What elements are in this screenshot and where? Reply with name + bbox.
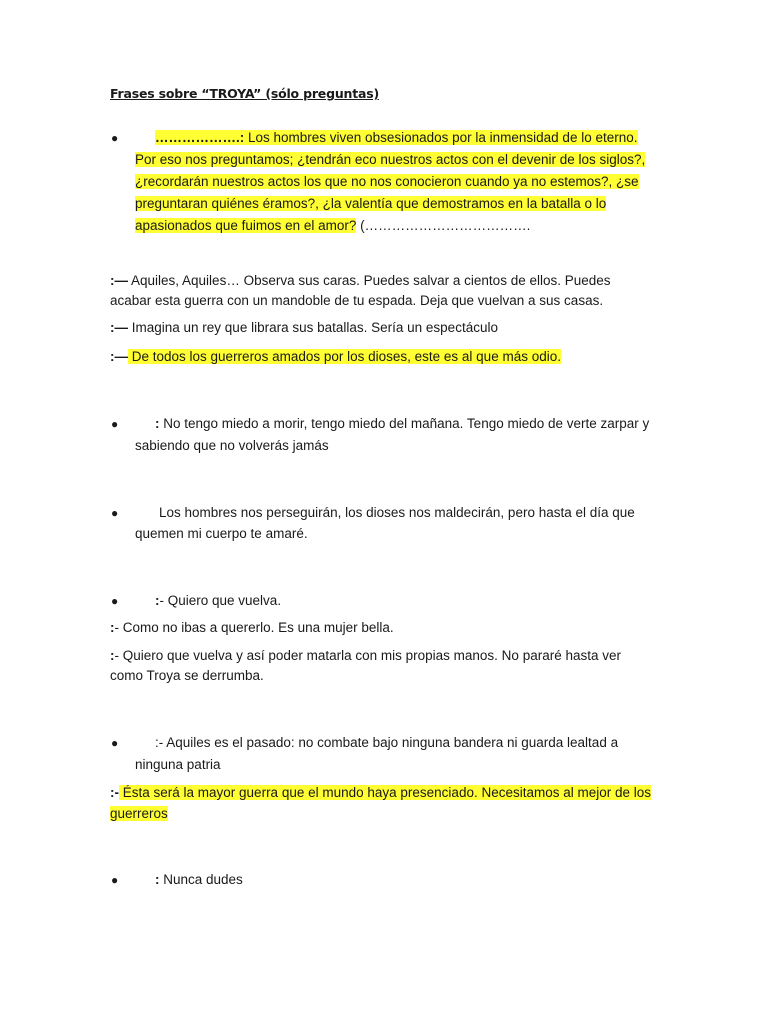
paragraph-4-text: - Como no ibas a quererlo. Es una mujer bella. bbox=[114, 620, 394, 635]
quote-1-line-3 bbox=[135, 171, 639, 193]
quote-1-text-3: ¿recordarán nuestros actos los que no nos conocieron cuando ya no estemos?, ¿se bbox=[135, 174, 639, 189]
quote-1-text-1: Los hombres viven obsesionados por la inmensidad de lo eterno. bbox=[244, 130, 638, 145]
quote-4 bbox=[155, 590, 281, 612]
paragraph-5-text-1: - Quiero que vuelva y así poder matarla con mis propias manos. No pararé hasta ver bbox=[114, 648, 621, 663]
paragraph-5-line-1 bbox=[110, 645, 621, 667]
quote-2-marker: : bbox=[155, 416, 160, 431]
paragraph-5-line-2 bbox=[110, 665, 264, 687]
quote-1-line-4 bbox=[135, 193, 606, 215]
paragraph-5-text-2: como Troya se derrumba. bbox=[110, 668, 264, 683]
quote-2-line-1 bbox=[155, 413, 649, 435]
quote-3-text-2: quemen mi cuerpo te amaré. bbox=[135, 526, 308, 541]
quote-5-text-1: :- Aquiles es el pasado: no combate bajo ninguna bandera ni guarda lealtad a bbox=[155, 735, 619, 750]
quote-6-marker: : bbox=[155, 872, 160, 887]
paragraph-5-marker: : bbox=[110, 648, 115, 663]
quote-3-line-1 bbox=[159, 502, 635, 524]
paragraph-6-text-1: Ésta será la mayor guerra que el mundo haya presenciado. Necesitamos al mejor de los bbox=[119, 785, 652, 800]
bullet-5: ● bbox=[111, 736, 119, 750]
paragraph-1-marker: :— bbox=[110, 273, 128, 288]
paragraph-4-marker: : bbox=[110, 620, 115, 635]
quote-1-line-1 bbox=[155, 127, 638, 149]
paragraph-3 bbox=[110, 346, 561, 368]
paragraph-1-line-2 bbox=[110, 290, 603, 312]
quote-6 bbox=[155, 869, 243, 891]
paragraph-1-text-2: acabar esta guerra con un mandoble de tu espada. Deja que vuelvan a sus casas. bbox=[110, 293, 604, 308]
quote-1-text-5a: apasionados que fuimos en el amor? bbox=[135, 218, 357, 233]
paragraph-1-text-1: Aquiles, Aquiles… Observa sus caras. Puedes salvar a cientos de ellos. Puedes bbox=[128, 273, 611, 288]
quote-6-text: Nunca dudes bbox=[159, 872, 243, 887]
quote-3-text-1: Los hombres nos perseguirán, los dioses nos maldecirán, pero hasta el día que bbox=[159, 505, 635, 520]
paragraph-6-line-1 bbox=[110, 782, 651, 804]
bullet-6: ● bbox=[111, 873, 119, 887]
paragraph-3-text: De todos los guerreros amados por los dioses, este es al que más odio. bbox=[128, 349, 561, 364]
paragraph-6-text-2: guerreros bbox=[110, 806, 168, 821]
quote-2-text-2: sabiendo que no volverás jamás bbox=[135, 438, 329, 453]
quote-1-text-5b: (………………………………. bbox=[356, 218, 531, 233]
quote-5-line-1 bbox=[155, 732, 618, 754]
paragraph-4 bbox=[110, 617, 394, 639]
quote-4-text: - Quiero que vuelva. bbox=[159, 593, 282, 608]
paragraph-3-marker: :— bbox=[110, 349, 128, 364]
quote-5-line-2 bbox=[135, 754, 221, 776]
quote-1-line-5 bbox=[135, 215, 530, 237]
quote-1-line-2 bbox=[135, 149, 645, 171]
document-title: Frases sobre “TROYA” (sólo preguntas) bbox=[110, 86, 379, 101]
paragraph-6-line-2 bbox=[110, 803, 168, 825]
quote-1-text-2: Por eso nos preguntamos; ¿tendrán eco nuestros actos con el devenir de los siglos?, bbox=[135, 152, 646, 167]
bullet-2: ● bbox=[111, 417, 119, 431]
quote-1-text-4: preguntaran quiénes éramos?, ¿la valentía que demostramos en la batalla o lo bbox=[135, 196, 607, 211]
paragraph-1-line-1 bbox=[110, 270, 611, 292]
bullet-4: ● bbox=[111, 594, 119, 608]
bullet-3: ● bbox=[111, 506, 119, 520]
quote-2-text-1: No tengo miedo a morir, tengo miedo del mañana. Tengo miedo de verte zarpar y bbox=[159, 416, 650, 431]
bullet-1: ● bbox=[111, 131, 119, 145]
paragraph-6-marker: :- bbox=[110, 785, 119, 800]
paragraph-2-marker: :— bbox=[110, 320, 128, 335]
quote-3-line-2 bbox=[135, 523, 308, 545]
quote-1-marker: ……………….: bbox=[155, 130, 245, 145]
quote-4-marker: : bbox=[155, 593, 160, 608]
quote-2-line-2 bbox=[135, 435, 329, 457]
quote-5-text-2: ninguna patria bbox=[135, 757, 221, 772]
paragraph-2-text: Imagina un rey que librara sus batallas. Sería un espectáculo bbox=[128, 320, 498, 335]
paragraph-2 bbox=[110, 317, 498, 339]
